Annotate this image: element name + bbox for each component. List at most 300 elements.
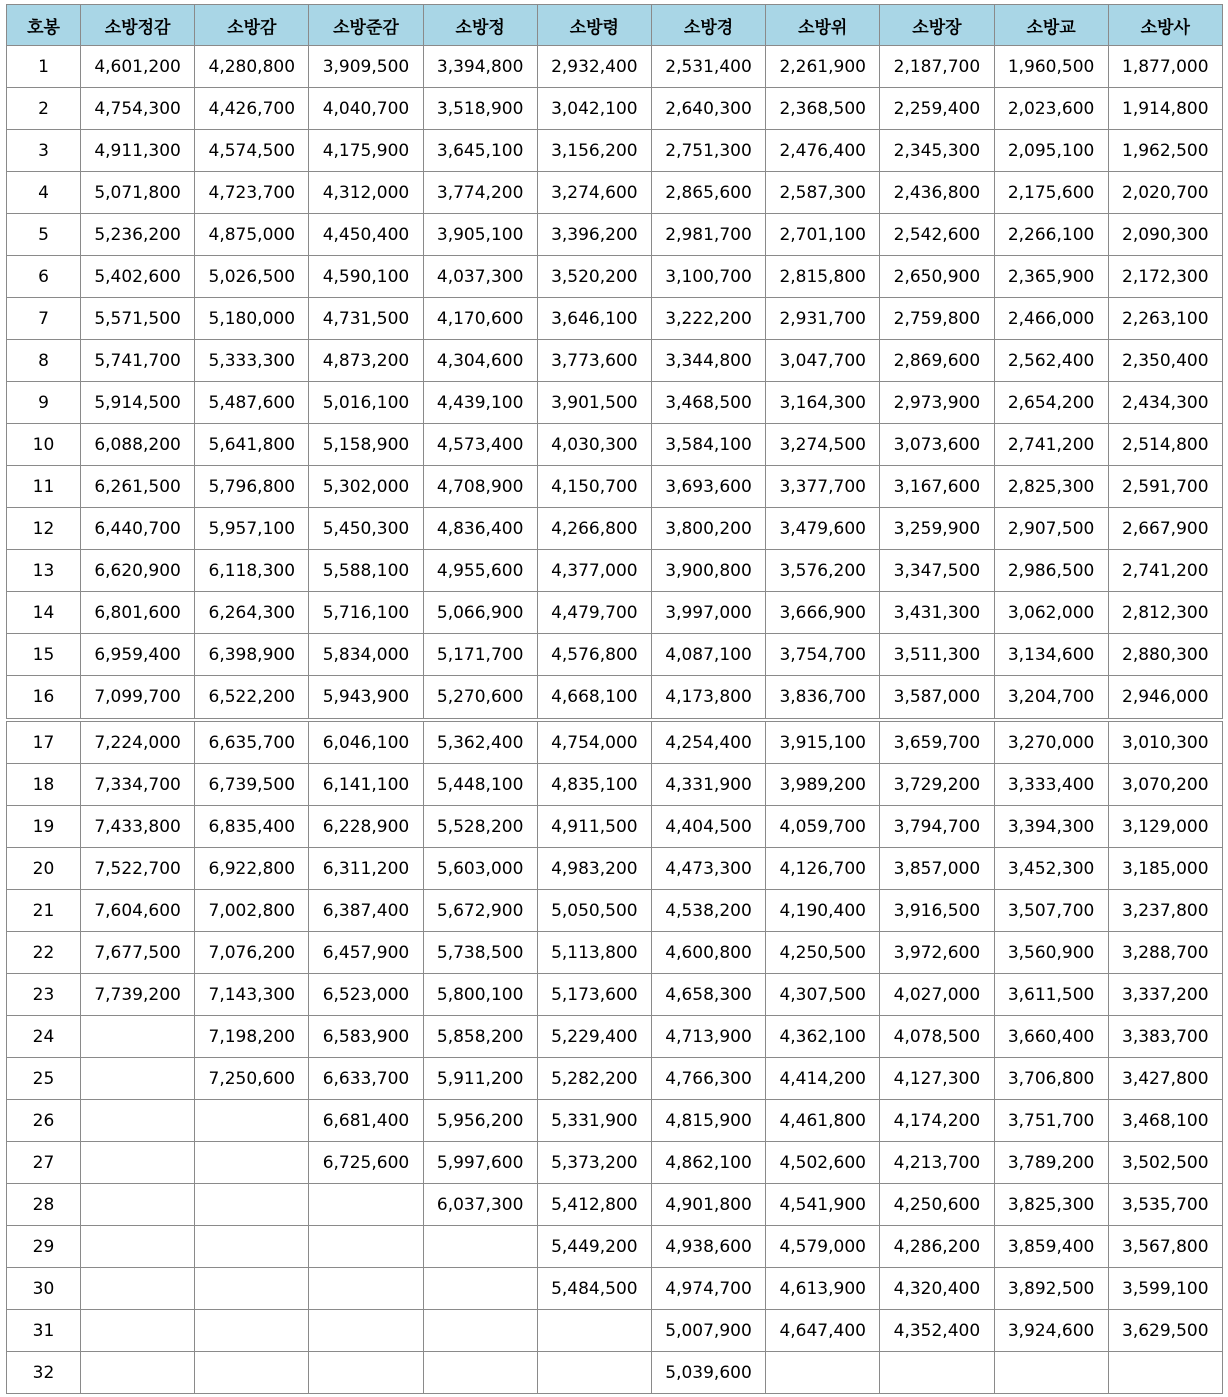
salary-cell: 3,754,700 (766, 634, 880, 676)
salary-cell: 3,729,200 (880, 764, 994, 806)
salary-cell: 3,383,700 (1108, 1016, 1222, 1058)
salary-cell: 3,073,600 (880, 424, 994, 466)
salary-cell: 5,449,200 (537, 1226, 651, 1268)
salary-cell: 2,514,800 (1108, 424, 1222, 466)
salary-cell: 5,270,600 (423, 676, 537, 721)
salary-cell: 3,916,500 (880, 890, 994, 932)
salary-cell (423, 1268, 537, 1310)
salary-cell: 3,204,700 (994, 676, 1108, 721)
header-rank: 소방사 (1108, 5, 1222, 46)
salary-cell: 3,800,200 (651, 508, 765, 550)
salary-cell: 7,198,200 (195, 1016, 309, 1058)
salary-cell (81, 1100, 195, 1142)
salary-cell: 4,426,700 (195, 88, 309, 130)
salary-cell: 2,654,200 (994, 382, 1108, 424)
salary-cell: 2,880,300 (1108, 634, 1222, 676)
salary-cell: 1,877,000 (1108, 46, 1222, 88)
salary-cell: 5,113,800 (537, 932, 651, 974)
salary-cell (1108, 1352, 1222, 1394)
salary-cell: 5,071,800 (81, 172, 195, 214)
salary-cell: 5,911,200 (423, 1058, 537, 1100)
salary-cell: 4,150,700 (537, 466, 651, 508)
salary-cell: 7,224,000 (81, 720, 195, 764)
table-row (7, 676, 1223, 721)
salary-cell: 4,254,400 (651, 720, 765, 764)
salary-cell: 3,611,500 (994, 974, 1108, 1016)
salary-cell: 2,187,700 (880, 46, 994, 88)
salary-cell: 4,266,800 (537, 508, 651, 550)
salary-cell: 2,172,300 (1108, 256, 1222, 298)
table-row (7, 340, 1223, 382)
salary-cell: 6,046,100 (309, 720, 423, 764)
salary-cell: 5,331,900 (537, 1100, 651, 1142)
salary-cell: 5,362,400 (423, 720, 537, 764)
salary-cell: 4,911,300 (81, 130, 195, 172)
header-rank: 소방위 (766, 5, 880, 46)
header-step: 호봉 (7, 5, 81, 46)
salary-cell: 2,869,600 (880, 340, 994, 382)
salary-cell: 4,250,500 (766, 932, 880, 974)
salary-cell: 5,171,700 (423, 634, 537, 676)
step-cell: 26 (7, 1100, 81, 1142)
salary-cell: 2,259,400 (880, 88, 994, 130)
salary-cell: 6,141,100 (309, 764, 423, 806)
salary-cell (195, 1226, 309, 1268)
salary-cell: 2,023,600 (994, 88, 1108, 130)
salary-cell (537, 1310, 651, 1352)
salary-cell: 3,599,100 (1108, 1268, 1222, 1310)
salary-cell: 3,535,700 (1108, 1184, 1222, 1226)
salary-cell: 3,259,900 (880, 508, 994, 550)
step-cell: 3 (7, 130, 81, 172)
salary-cell: 4,127,300 (880, 1058, 994, 1100)
salary-cell: 2,368,500 (766, 88, 880, 130)
salary-cell (423, 1226, 537, 1268)
salary-cell: 6,387,400 (309, 890, 423, 932)
salary-cell: 3,511,300 (880, 634, 994, 676)
salary-cell: 6,398,900 (195, 634, 309, 676)
salary-cell: 4,754,300 (81, 88, 195, 130)
salary-cell: 4,601,200 (81, 46, 195, 88)
salary-cell: 4,087,100 (651, 634, 765, 676)
salary-cell: 7,002,800 (195, 890, 309, 932)
step-cell: 27 (7, 1142, 81, 1184)
salary-cell (81, 1016, 195, 1058)
salary-cell: 5,603,000 (423, 848, 537, 890)
salary-cell: 3,645,100 (423, 130, 537, 172)
salary-cell: 4,173,800 (651, 676, 765, 721)
salary-cell: 3,825,300 (994, 1184, 1108, 1226)
step-cell: 2 (7, 88, 81, 130)
step-cell: 31 (7, 1310, 81, 1352)
salary-cell: 3,167,600 (880, 466, 994, 508)
salary-cell: 6,118,300 (195, 550, 309, 592)
salary-cell: 5,158,900 (309, 424, 423, 466)
salary-cell (309, 1226, 423, 1268)
salary-cell: 4,304,600 (423, 340, 537, 382)
salary-cell: 4,731,500 (309, 298, 423, 340)
salary-cell (195, 1100, 309, 1142)
table-row (7, 1310, 1223, 1352)
salary-cell (880, 1352, 994, 1394)
salary-cell: 6,959,400 (81, 634, 195, 676)
table-row (7, 382, 1223, 424)
salary-cell: 5,588,100 (309, 550, 423, 592)
salary-table (6, 4, 1223, 1394)
salary-cell: 4,708,900 (423, 466, 537, 508)
salary-cell: 3,394,300 (994, 806, 1108, 848)
salary-cell: 5,450,300 (309, 508, 423, 550)
salary-cell: 7,250,600 (195, 1058, 309, 1100)
salary-cell (766, 1352, 880, 1394)
salary-cell: 4,983,200 (537, 848, 651, 890)
salary-cell: 4,658,300 (651, 974, 765, 1016)
step-cell: 29 (7, 1226, 81, 1268)
salary-cell: 7,739,200 (81, 974, 195, 1016)
salary-cell: 3,774,200 (423, 172, 537, 214)
salary-cell: 2,175,600 (994, 172, 1108, 214)
table-row (7, 508, 1223, 550)
salary-cell: 6,264,300 (195, 592, 309, 634)
salary-cell: 3,129,000 (1108, 806, 1222, 848)
salary-cell: 3,394,800 (423, 46, 537, 88)
salary-cell: 7,334,700 (81, 764, 195, 806)
salary-cell: 2,095,100 (994, 130, 1108, 172)
salary-cell: 3,185,000 (1108, 848, 1222, 890)
salary-cell: 3,989,200 (766, 764, 880, 806)
salary-cell (81, 1142, 195, 1184)
salary-cell: 2,650,900 (880, 256, 994, 298)
salary-cell: 3,100,700 (651, 256, 765, 298)
salary-cell: 6,835,400 (195, 806, 309, 848)
salary-cell: 4,280,800 (195, 46, 309, 88)
header-rank: 소방정감 (81, 5, 195, 46)
salary-cell: 3,333,400 (994, 764, 1108, 806)
salary-cell: 3,042,100 (537, 88, 651, 130)
salary-cell: 1,960,500 (994, 46, 1108, 88)
header-rank: 소방령 (537, 5, 651, 46)
salary-cell: 2,741,200 (1108, 550, 1222, 592)
salary-cell: 4,404,500 (651, 806, 765, 848)
table-row (7, 46, 1223, 88)
salary-cell: 5,997,600 (423, 1142, 537, 1184)
salary-cell: 6,522,200 (195, 676, 309, 721)
salary-cell: 5,016,100 (309, 382, 423, 424)
salary-cell: 3,794,700 (880, 806, 994, 848)
salary-cell: 3,377,700 (766, 466, 880, 508)
salary-cell: 4,590,100 (309, 256, 423, 298)
salary-cell: 2,591,700 (1108, 466, 1222, 508)
salary-cell: 5,741,700 (81, 340, 195, 382)
salary-cell: 3,337,200 (1108, 974, 1222, 1016)
salary-cell: 5,039,600 (651, 1352, 765, 1394)
salary-cell: 4,541,900 (766, 1184, 880, 1226)
table-row (7, 1184, 1223, 1226)
step-cell: 30 (7, 1268, 81, 1310)
salary-cell: 4,414,200 (766, 1058, 880, 1100)
salary-cell: 6,633,700 (309, 1058, 423, 1100)
salary-cell: 3,274,600 (537, 172, 651, 214)
salary-cell: 5,173,600 (537, 974, 651, 1016)
salary-cell: 4,754,000 (537, 720, 651, 764)
table-row (7, 720, 1223, 764)
step-cell: 11 (7, 466, 81, 508)
table-row (7, 592, 1223, 634)
step-cell: 5 (7, 214, 81, 256)
salary-cell: 4,613,900 (766, 1268, 880, 1310)
salary-cell: 4,766,300 (651, 1058, 765, 1100)
salary-cell: 3,560,900 (994, 932, 1108, 974)
salary-cell: 4,723,700 (195, 172, 309, 214)
header-rank: 소방경 (651, 5, 765, 46)
salary-cell (309, 1310, 423, 1352)
salary-cell: 3,347,500 (880, 550, 994, 592)
salary-cell: 3,666,900 (766, 592, 880, 634)
salary-cell: 2,973,900 (880, 382, 994, 424)
salary-cell: 7,143,300 (195, 974, 309, 1016)
salary-cell: 3,427,800 (1108, 1058, 1222, 1100)
step-cell: 20 (7, 848, 81, 890)
salary-cell: 6,440,700 (81, 508, 195, 550)
salary-cell: 3,479,600 (766, 508, 880, 550)
salary-cell: 3,134,600 (994, 634, 1108, 676)
salary-cell: 6,725,600 (309, 1142, 423, 1184)
salary-cell: 2,090,300 (1108, 214, 1222, 256)
salary-cell: 6,922,800 (195, 848, 309, 890)
salary-cell: 7,076,200 (195, 932, 309, 974)
salary-cell: 4,668,100 (537, 676, 651, 721)
salary-cell: 2,476,400 (766, 130, 880, 172)
salary-cell: 6,457,900 (309, 932, 423, 974)
step-cell: 32 (7, 1352, 81, 1394)
salary-cell (994, 1352, 1108, 1394)
salary-cell: 4,461,800 (766, 1100, 880, 1142)
table-row (7, 550, 1223, 592)
salary-cell: 7,522,700 (81, 848, 195, 890)
salary-cell: 3,062,000 (994, 592, 1108, 634)
salary-cell: 4,250,600 (880, 1184, 994, 1226)
salary-cell: 4,170,600 (423, 298, 537, 340)
salary-cell: 6,681,400 (309, 1100, 423, 1142)
salary-cell: 3,156,200 (537, 130, 651, 172)
salary-cell: 2,436,800 (880, 172, 994, 214)
salary-cell: 5,402,600 (81, 256, 195, 298)
step-cell: 7 (7, 298, 81, 340)
salary-cell (309, 1184, 423, 1226)
salary-cell (81, 1310, 195, 1352)
step-cell: 17 (7, 720, 81, 764)
salary-cell: 3,659,700 (880, 720, 994, 764)
salary-cell: 5,914,500 (81, 382, 195, 424)
salary-cell: 2,825,300 (994, 466, 1108, 508)
salary-cell: 5,943,900 (309, 676, 423, 721)
salary-cell: 2,542,600 (880, 214, 994, 256)
salary-cell: 2,266,100 (994, 214, 1108, 256)
salary-cell (81, 1184, 195, 1226)
table-row (7, 848, 1223, 890)
table-row (7, 1016, 1223, 1058)
salary-cell: 4,126,700 (766, 848, 880, 890)
table-row (7, 424, 1223, 466)
salary-cell: 2,759,800 (880, 298, 994, 340)
salary-cell: 3,584,100 (651, 424, 765, 466)
salary-cell: 2,815,800 (766, 256, 880, 298)
salary-cell: 4,502,600 (766, 1142, 880, 1184)
table-body (7, 46, 1223, 1394)
table-row (7, 764, 1223, 806)
salary-cell: 2,932,400 (537, 46, 651, 88)
salary-cell: 5,738,500 (423, 932, 537, 974)
header-rank: 소방장 (880, 5, 994, 46)
salary-cell: 3,901,500 (537, 382, 651, 424)
salary-cell (309, 1352, 423, 1394)
salary-cell: 4,479,700 (537, 592, 651, 634)
salary-cell: 2,981,700 (651, 214, 765, 256)
step-cell: 18 (7, 764, 81, 806)
table-row (7, 890, 1223, 932)
step-cell: 24 (7, 1016, 81, 1058)
salary-cell: 4,450,400 (309, 214, 423, 256)
salary-cell (195, 1352, 309, 1394)
salary-cell: 4,377,000 (537, 550, 651, 592)
salary-cell: 3,909,500 (309, 46, 423, 88)
salary-cell: 2,587,300 (766, 172, 880, 214)
salary-cell: 4,835,100 (537, 764, 651, 806)
salary-cell: 4,974,700 (651, 1268, 765, 1310)
salary-cell: 4,815,900 (651, 1100, 765, 1142)
salary-cell: 5,229,400 (537, 1016, 651, 1058)
salary-cell: 6,261,500 (81, 466, 195, 508)
salary-cell: 4,862,100 (651, 1142, 765, 1184)
salary-cell: 5,484,500 (537, 1268, 651, 1310)
salary-cell: 7,677,500 (81, 932, 195, 974)
salary-cell: 5,487,600 (195, 382, 309, 424)
salary-cell: 3,502,500 (1108, 1142, 1222, 1184)
salary-cell: 3,997,000 (651, 592, 765, 634)
salary-cell: 3,070,200 (1108, 764, 1222, 806)
salary-cell: 4,213,700 (880, 1142, 994, 1184)
step-cell: 23 (7, 974, 81, 1016)
salary-cell: 4,040,700 (309, 88, 423, 130)
salary-cell: 3,751,700 (994, 1100, 1108, 1142)
salary-cell: 5,957,100 (195, 508, 309, 550)
step-cell: 16 (7, 676, 81, 721)
salary-cell: 4,713,900 (651, 1016, 765, 1058)
salary-cell: 2,350,400 (1108, 340, 1222, 382)
salary-cell: 6,739,500 (195, 764, 309, 806)
table-row (7, 466, 1223, 508)
salary-cell: 3,789,200 (994, 1142, 1108, 1184)
salary-cell: 2,365,900 (994, 256, 1108, 298)
salary-cell: 4,078,500 (880, 1016, 994, 1058)
salary-cell: 3,222,200 (651, 298, 765, 340)
header-rank: 소방감 (195, 5, 309, 46)
table-row (7, 974, 1223, 1016)
salary-cell: 5,026,500 (195, 256, 309, 298)
salary-cell: 3,660,400 (994, 1016, 1108, 1058)
step-cell: 1 (7, 46, 81, 88)
table-row (7, 214, 1223, 256)
salary-cell: 3,587,000 (880, 676, 994, 721)
salary-cell: 3,924,600 (994, 1310, 1108, 1352)
salary-cell: 3,468,500 (651, 382, 765, 424)
salary-cell: 4,574,500 (195, 130, 309, 172)
table-row (7, 634, 1223, 676)
salary-cell: 7,604,600 (81, 890, 195, 932)
table-row (7, 172, 1223, 214)
step-cell: 6 (7, 256, 81, 298)
table-row (7, 932, 1223, 974)
salary-cell: 5,641,800 (195, 424, 309, 466)
salary-cell: 4,320,400 (880, 1268, 994, 1310)
salary-cell: 3,857,000 (880, 848, 994, 890)
salary-cell: 5,528,200 (423, 806, 537, 848)
salary-cell: 4,901,800 (651, 1184, 765, 1226)
salary-cell: 3,237,800 (1108, 890, 1222, 932)
salary-cell: 5,448,100 (423, 764, 537, 806)
salary-cell: 3,859,400 (994, 1226, 1108, 1268)
salary-cell: 6,228,900 (309, 806, 423, 848)
salary-cell: 3,047,700 (766, 340, 880, 382)
step-cell: 9 (7, 382, 81, 424)
step-cell: 10 (7, 424, 81, 466)
salary-cell: 4,027,000 (880, 974, 994, 1016)
salary-cell: 6,583,900 (309, 1016, 423, 1058)
salary-cell: 5,956,200 (423, 1100, 537, 1142)
salary-cell: 2,434,300 (1108, 382, 1222, 424)
salary-cell: 3,972,600 (880, 932, 994, 974)
step-cell: 25 (7, 1058, 81, 1100)
salary-cell: 5,050,500 (537, 890, 651, 932)
salary-cell (195, 1142, 309, 1184)
salary-cell: 2,931,700 (766, 298, 880, 340)
salary-cell: 2,865,600 (651, 172, 765, 214)
salary-cell: 2,531,400 (651, 46, 765, 88)
salary-cell (537, 1352, 651, 1394)
salary-cell: 4,331,900 (651, 764, 765, 806)
salary-cell: 6,635,700 (195, 720, 309, 764)
salary-cell: 3,518,900 (423, 88, 537, 130)
salary-cell: 3,520,200 (537, 256, 651, 298)
salary-cell: 2,751,300 (651, 130, 765, 172)
salary-cell: 3,629,500 (1108, 1310, 1222, 1352)
salary-cell: 4,573,400 (423, 424, 537, 466)
salary-cell: 2,986,500 (994, 550, 1108, 592)
salary-cell: 2,812,300 (1108, 592, 1222, 634)
table-row (7, 1058, 1223, 1100)
salary-cell: 3,507,700 (994, 890, 1108, 932)
salary-cell (195, 1310, 309, 1352)
salary-cell: 2,020,700 (1108, 172, 1222, 214)
salary-cell: 2,263,100 (1108, 298, 1222, 340)
salary-cell: 3,706,800 (994, 1058, 1108, 1100)
salary-cell: 4,190,400 (766, 890, 880, 932)
salary-cell: 4,576,800 (537, 634, 651, 676)
table-row (7, 1100, 1223, 1142)
salary-cell: 5,800,100 (423, 974, 537, 1016)
step-cell: 8 (7, 340, 81, 382)
salary-cell: 3,836,700 (766, 676, 880, 721)
salary-cell: 4,439,100 (423, 382, 537, 424)
salary-cell: 2,741,200 (994, 424, 1108, 466)
salary-cell: 4,286,200 (880, 1226, 994, 1268)
table-row (7, 88, 1223, 130)
salary-cell: 5,571,500 (81, 298, 195, 340)
step-cell: 13 (7, 550, 81, 592)
salary-cell: 4,579,000 (766, 1226, 880, 1268)
step-cell: 14 (7, 592, 81, 634)
salary-cell: 3,892,500 (994, 1268, 1108, 1310)
